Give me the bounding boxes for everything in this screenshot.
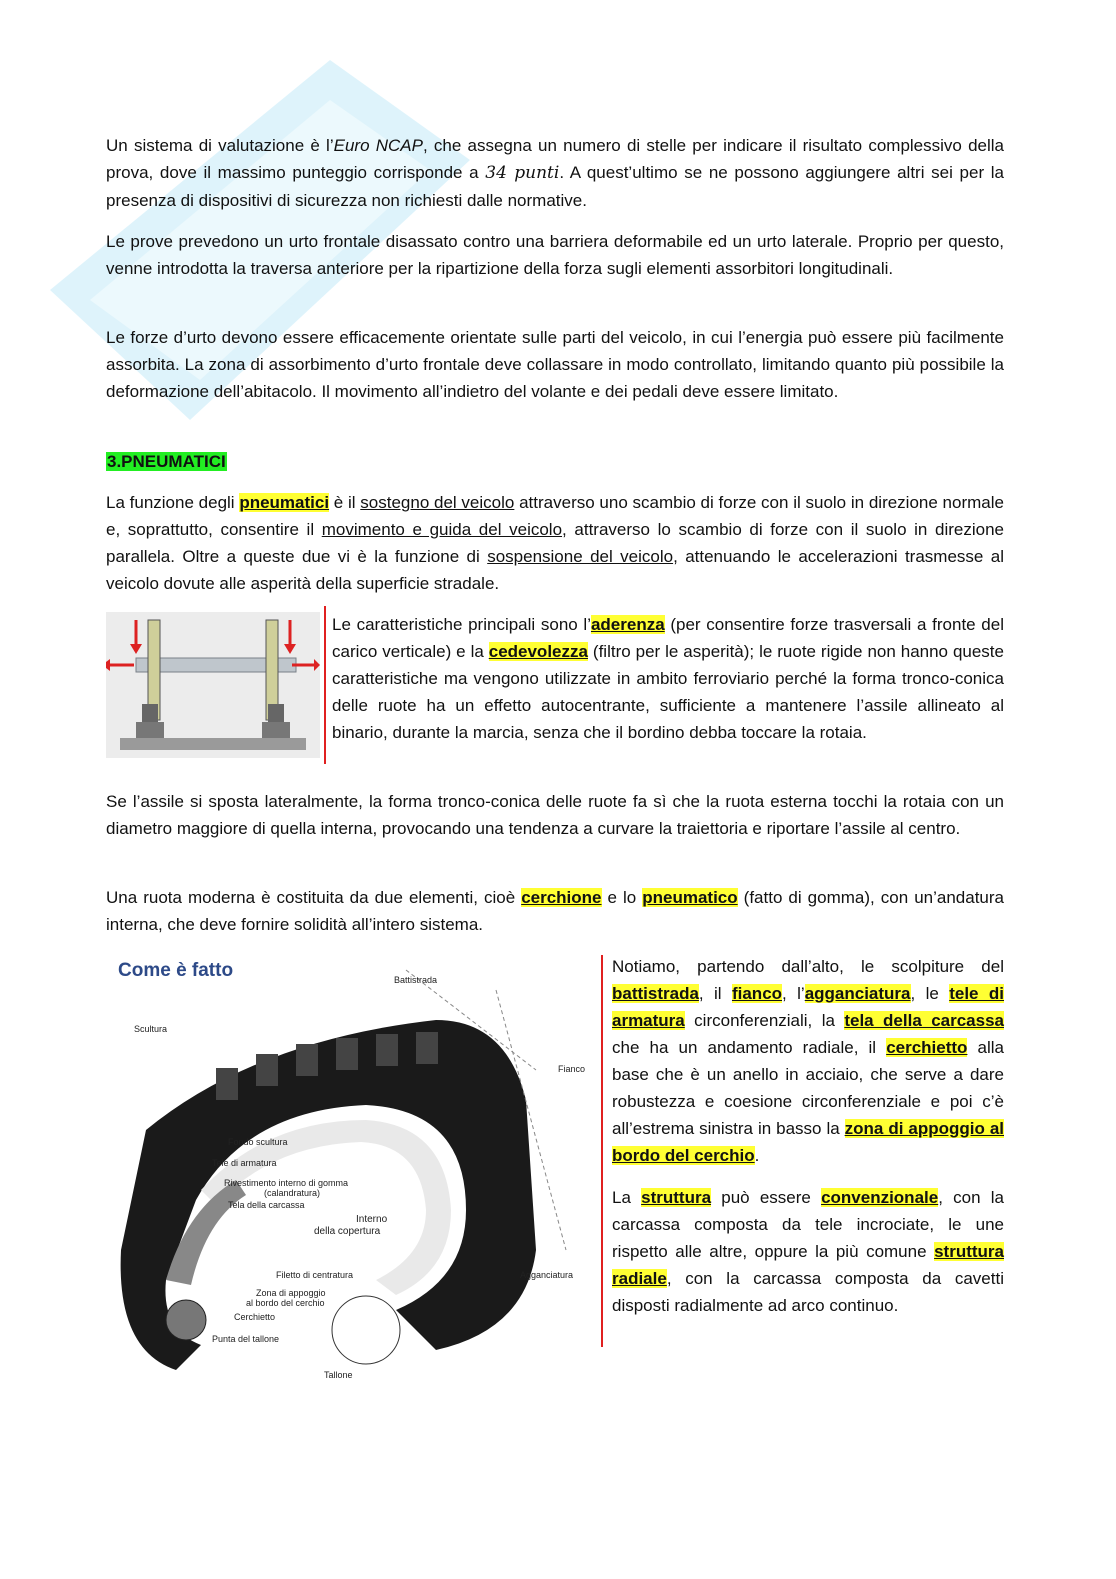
label-fianco: Fianco — [558, 1064, 586, 1074]
red-rule-1 — [324, 606, 326, 764]
paragraph-tire-parts: Notiamo, partendo dall’alto, le scolpiture del battistrada, il fianco, l’agganciatura, le tele di armatura circonferenziali, la tela della carcassa che ha un andamento radiale, il cerchietto alla base che è un anello in acciaio, che serve a dare robustezza e coesione circonferenziale e poi c’è all’estrema sinistra in basso la zona di appoggio al bordo del cerchio. — [612, 957, 1004, 1165]
paragraph-impact-forces: Le forze d’urto devono essere efficacemente orientate sulle parti del veicolo, in cui l’energia può essere più facilmente assorbita. La zona di assorbimento d’urto frontale deve collassare in modo controllato, limitando quanto più possibile la deformazione dell’abitacolo. Il movimento all’indietro del volante e dei pedali deve essere limitato. — [106, 328, 1004, 401]
paragraph-tire-function: La funzione degli pneumatici è il sostegno del veicolo attraverso uno scambio di forze con il suolo in direzione normale e, soprattutto, consentire il movimento e guida del veicolo, attraverso lo scambio di forze con il suolo in direzione parallela. Oltre a queste due vi è la funzione di sospensione del veicolo, attenuando le accelerazioni trasmesse al veicolo dovute alle asperità della superficie stradale. — [106, 493, 1005, 593]
label-rivestimento: Rivestimento interno di gomma — [224, 1178, 349, 1188]
label-bordo-cerchio: al bordo del cerchio — [246, 1298, 325, 1308]
red-rule-2 — [601, 955, 603, 1347]
section-heading: 3.PNEUMATICI — [107, 452, 226, 471]
rail-axle-figure — [106, 612, 320, 758]
label-tela-carcassa: Tela della carcassa — [228, 1200, 305, 1210]
label-fondo-scultura: Fondo scultura — [228, 1137, 288, 1147]
tire-cross-section-figure — [106, 950, 598, 1388]
paragraph-crash-tests: Le prove prevedono un urto frontale disassato contro una barriera deformabile ed un urto laterale. Proprio per questo, venne introdotta la traversa anteriore per la ripartizione della forza sugli elementi assorbitori longitudinali. — [106, 232, 1004, 278]
label-interno: Interno — [356, 1214, 388, 1225]
label-battistrada: Battistrada — [394, 975, 438, 985]
paragraph-structure: La struttura può essere convenzionale, con la carcassa composta da tele incrociate, le une rispetto alle altre, oppure la più comune struttura radiale, con la carcassa composta da cavetti disposti radialmente ad arco continuo. — [612, 1188, 1004, 1315]
label-zona-appoggio: Zona di appoggio — [256, 1288, 326, 1298]
figure-title: Come è fatto — [118, 960, 234, 981]
label-tele-armatura: Tele di armatura — [212, 1158, 277, 1168]
score-math: 34 punti — [485, 163, 560, 183]
label-filetto: Filetto di centratura — [276, 1270, 354, 1280]
label-interno-copertura: della copertura — [314, 1226, 381, 1237]
paragraph-modern-wheel: Una ruota moderna è costituita da due elementi, cioè cerchione e lo pneumatico (fatto di gomma), con un’andatura interna, che deve fornire solidità all’intero sistema. — [106, 888, 1004, 934]
paragraph-euro-ncap: Un sistema di valutazione è l’Euro NCAP, che assegna un numero di stelle per indicare il risultato complessivo della prova, dove il massimo punteggio corrisponde a 34 punti. A quest’ultimo se ne possono aggiungere altri sei per la presenza di dispositivi di sicurezza non richiesti dalle normative. — [106, 136, 1005, 210]
label-calandratura: (calandratura) — [264, 1188, 321, 1198]
paragraph-characteristics: Le caratteristiche principali sono l’aderenza (per consentire forze trasversali a fronte del carico verticale) e la cedevolezza (filtro per le asperità); le ruote rigide non hanno queste caratteristiche ma vengono utilizzate in ambito ferroviario perché la forma tronco-conica delle ruote ha un effetto autocentrante, sufficiente a mantenere l’assile allineato al binario, durante la marcia, senza che il bordino debba toccare la rotaia. — [332, 615, 1004, 742]
label-punta-tallone: Punta del tallone — [212, 1334, 280, 1344]
label-cerchietto: Cerchietto — [234, 1312, 276, 1322]
label-agganciatura: Agganciatura — [520, 1270, 574, 1280]
label-tallone: Tallone — [324, 1370, 353, 1380]
label-scultura: Scultura — [134, 1024, 168, 1034]
paragraph-axle-shift: Se l’assile si sposta lateralmente, la forma tronco-conica delle ruote fa sì che la ruota esterna tocchi la rotaia con un diametro maggiore di quella interna, provocando una tendenza a curvare la traiettoria e riportare l’assile al centro. — [106, 792, 1004, 838]
euro-ncap-term: Euro NCAP — [333, 136, 423, 155]
